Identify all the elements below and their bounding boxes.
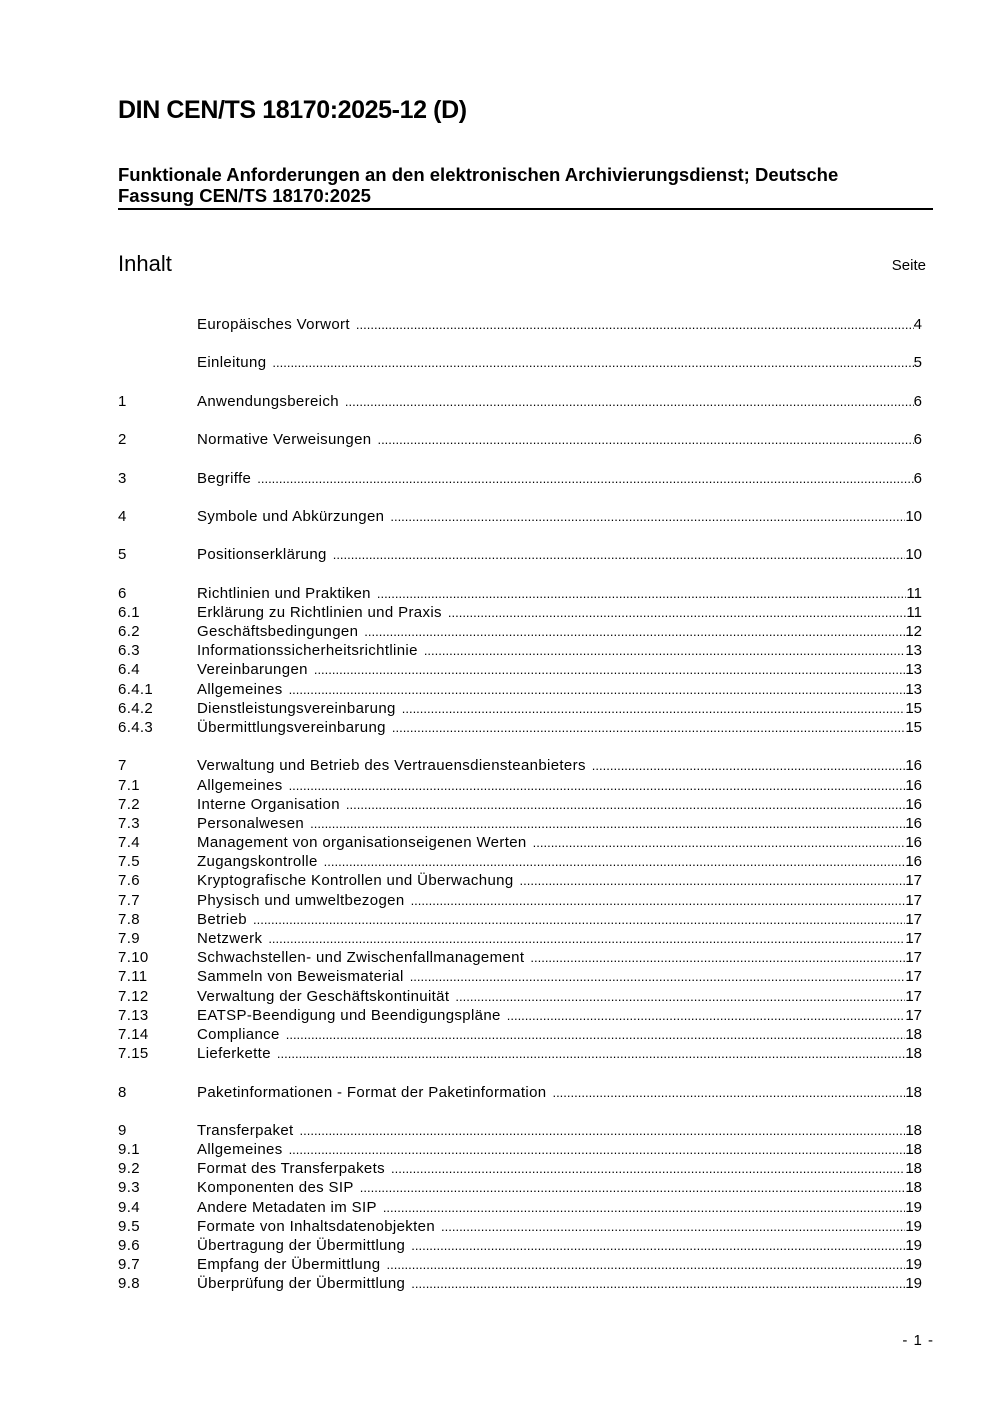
- toc-entry-page: 13: [905, 642, 922, 660]
- toc-entry-title: Personalwesen: [197, 814, 305, 832]
- toc-entry-page: 17: [905, 891, 922, 909]
- toc-leader-dots: [346, 795, 905, 814]
- toc-entry-page: 17: [905, 1006, 922, 1024]
- toc-entry-title: Empfang der Übermittlung: [197, 1256, 381, 1274]
- toc-entry-title: Sammeln von Beweismaterial: [197, 968, 404, 986]
- toc-entry[interactable]: [118, 430, 922, 449]
- toc-entry-title: Symbole und Abkürzungen: [197, 507, 385, 525]
- toc-leader-dots: [455, 987, 905, 1006]
- toc-entry-number: 7.2: [118, 795, 140, 813]
- toc-leader-dots: [356, 315, 914, 334]
- toc-entry[interactable]: [118, 1198, 922, 1217]
- toc-entry-number: 9.2: [118, 1160, 140, 1178]
- toc-entry-title: Interne Organisation: [197, 795, 340, 813]
- toc-entry[interactable]: [118, 1159, 922, 1178]
- toc-leader-dots: [268, 929, 905, 948]
- toc-leader-dots: [530, 948, 905, 967]
- toc-entry-number: 5: [118, 546, 127, 564]
- toc-entry[interactable]: [118, 1025, 922, 1044]
- toc-entry[interactable]: [118, 584, 922, 603]
- toc-entry-page: 13: [905, 680, 922, 698]
- toc-entry-number: 7.5: [118, 853, 140, 871]
- toc-entry-number: 2: [118, 431, 127, 449]
- toc-entry-page: 17: [905, 968, 922, 986]
- toc-entry-page: 13: [905, 661, 922, 679]
- toc-entry-number: 7: [118, 757, 127, 775]
- toc-entry-title: Zugangskontrolle: [197, 853, 318, 871]
- toc-leader-dots: [289, 776, 906, 795]
- toc-leader-dots: [592, 756, 906, 775]
- document-title: DIN CEN/TS 18170:2025-12 (D): [118, 96, 467, 124]
- toc-entry-page: 6: [913, 469, 922, 487]
- toc-entry-title: Normative Verweisungen: [197, 431, 372, 449]
- toc-entry-number: 1: [118, 392, 127, 410]
- toc-leader-dots: [289, 680, 906, 699]
- toc-entry-page: 17: [905, 949, 922, 967]
- toc-entry[interactable]: [118, 1274, 922, 1293]
- toc-leader-dots: [286, 1025, 906, 1044]
- toc-leader-dots: [441, 1217, 905, 1236]
- toc-entry[interactable]: [118, 833, 922, 852]
- toc-leader-dots: [411, 1274, 905, 1293]
- toc-entry-page: 18: [905, 1141, 922, 1159]
- toc-entry-page: 15: [905, 699, 922, 717]
- toc-entry-page: 16: [905, 853, 922, 871]
- toc-entry-number: 9: [118, 1121, 127, 1139]
- toc-entry-number: 4: [118, 507, 127, 525]
- toc-entry[interactable]: [118, 871, 922, 890]
- toc-entry-title: Betrieb: [197, 910, 247, 928]
- toc-leader-dots: [277, 1044, 905, 1063]
- toc-entry-page: 17: [905, 930, 922, 947]
- toc-entry[interactable]: [118, 603, 922, 622]
- toc-entry-title: Allgemeines: [197, 776, 283, 794]
- toc-entry-page: 5: [913, 354, 922, 372]
- toc-entry[interactable]: [118, 718, 922, 737]
- toc-entry-number: 9.7: [118, 1256, 140, 1274]
- toc-leader-dots: [402, 699, 906, 718]
- toc-leader-dots: [272, 353, 913, 372]
- toc-leader-dots: [364, 622, 905, 641]
- toc-leader-dots: [324, 852, 906, 871]
- toc-entry-number: 7.9: [118, 930, 140, 947]
- toc-entry[interactable]: [118, 660, 922, 679]
- toc-entry[interactable]: [118, 814, 922, 833]
- toc-entry[interactable]: [118, 680, 922, 699]
- toc-entry-page: 16: [905, 776, 922, 794]
- toc-entry[interactable]: [118, 1006, 922, 1025]
- toc-entry-title: Dienstleistungsvereinbarung: [197, 699, 396, 717]
- toc-entry-title: Begriffe: [197, 469, 252, 487]
- toc-leader-dots: [448, 603, 907, 622]
- toc-leader-dots: [333, 545, 906, 564]
- toc-entry-number: 7.13: [118, 1006, 149, 1024]
- toc-entry-title: Format des Transferpakets: [197, 1160, 385, 1178]
- toc-entry-page: 18: [905, 1179, 922, 1197]
- toc-entry-number: 7.11: [118, 968, 148, 986]
- toc-entry-number: 7.14: [118, 1025, 149, 1043]
- toc-entry[interactable]: [118, 353, 922, 372]
- toc-entry-title: Verwaltung der Geschäftskontinuität: [197, 987, 450, 1005]
- toc-entry-page: 18: [905, 1121, 922, 1139]
- toc-entry-title: Richtlinien und Praktiken: [197, 584, 371, 602]
- toc-entry-page: 19: [905, 1198, 922, 1216]
- toc-leader-dots: [383, 1198, 906, 1217]
- toc-entry-page: 10: [905, 507, 922, 525]
- toc-entry[interactable]: [118, 910, 922, 929]
- toc-leader-dots: [360, 1178, 906, 1197]
- toc-entry-page: 6: [913, 431, 922, 449]
- toc-entry-number: 7.15: [118, 1045, 149, 1063]
- toc-entry-number: 8: [118, 1083, 127, 1101]
- toc-entry[interactable]: [118, 1255, 922, 1274]
- toc-entry-number: 7.8: [118, 910, 140, 928]
- toc-entry[interactable]: [118, 948, 922, 967]
- toc-entry[interactable]: [118, 545, 922, 564]
- toc-entry[interactable]: [118, 469, 922, 488]
- toc-entry-page: 6: [913, 392, 922, 410]
- toc-entry-title: Management von organisationseigenen Werten: [197, 834, 527, 852]
- toc-leader-dots: [345, 392, 914, 411]
- toc-entry-number: 6.4.1: [118, 680, 154, 698]
- toc-entry-title: Überprüfung der Übermittlung: [197, 1275, 406, 1293]
- toc-entry-number: 9.4: [118, 1198, 140, 1216]
- toc-leader-dots: [390, 507, 905, 526]
- toc-leader-dots: [411, 891, 906, 910]
- toc-entry[interactable]: [118, 1083, 922, 1102]
- toc-entry-page: 11: [906, 584, 922, 602]
- toc-entry-page: 17: [905, 872, 922, 890]
- toc-leader-dots: [377, 430, 913, 449]
- toc-entry-title: Allgemeines: [197, 1141, 283, 1159]
- toc-entry-title: Physisch und umweltbezogen: [197, 891, 405, 909]
- toc-entry-number: 6.3: [118, 642, 140, 660]
- toc-entry-title: Europäisches Vorwort: [197, 316, 350, 333]
- toc-entry-number: 9.5: [118, 1217, 140, 1235]
- toc-entry-number: 3: [118, 469, 127, 487]
- toc-leader-dots: [387, 1255, 906, 1274]
- toc-entry[interactable]: [118, 315, 922, 334]
- toc-entry-page: 18: [905, 1025, 922, 1043]
- toc-entry-page: 16: [905, 814, 922, 832]
- toc-entry-page: 15: [905, 718, 922, 736]
- toc-leader-dots: [257, 469, 913, 488]
- toc-entry-title: Netzwerk: [197, 930, 263, 947]
- toc-entry-number: 9.1: [118, 1141, 140, 1159]
- toc-entry-page: 16: [905, 795, 922, 813]
- toc-entry-title: Geschäftsbedingungen: [197, 623, 359, 640]
- toc-entry-title: Komponenten des SIP: [197, 1179, 354, 1197]
- toc-entry-number: 7.1: [118, 776, 140, 794]
- toc-entry-title: Lieferkette: [197, 1045, 271, 1063]
- toc-leader-dots: [391, 1159, 905, 1178]
- toc-entry-number: 7.10: [118, 949, 149, 967]
- toc-entry[interactable]: [118, 622, 922, 641]
- toc-entry-title: EATSP-Beendigung und Beendigungspläne: [197, 1006, 501, 1024]
- toc-entry-number: 6.1: [118, 603, 140, 621]
- toc-entry-title: Compliance: [197, 1025, 280, 1043]
- toc-entry[interactable]: [118, 1121, 922, 1140]
- toc-entry-title: Erklärung zu Richtlinien und Praxis: [197, 603, 442, 621]
- toc-entry-number: 6.4: [118, 661, 140, 679]
- toc-leader-dots: [310, 814, 905, 833]
- toc-entry-number: 6.4.3: [118, 718, 154, 736]
- toc-entry-number: 7.6: [118, 872, 140, 890]
- document-subtitle: [118, 164, 933, 210]
- toc-entry-title: Allgemeines: [197, 680, 283, 698]
- toc-entry[interactable]: [118, 699, 922, 718]
- toc-entry-page: 4: [913, 316, 922, 333]
- toc-entry-page: 19: [905, 1275, 922, 1293]
- toc-entry-number: 9.3: [118, 1179, 140, 1197]
- toc-leader-dots: [300, 1121, 906, 1140]
- toc-entry-page: 17: [905, 910, 922, 928]
- toc-entry-number: 6.2: [118, 623, 140, 640]
- toc-entry-page: 11: [906, 603, 922, 621]
- toc-entry-number: 7.7: [118, 891, 140, 909]
- toc-entry-page: 19: [905, 1217, 922, 1235]
- toc-entry-page: 18: [905, 1083, 922, 1101]
- toc-entry-page: 12: [905, 623, 922, 640]
- toc-entry[interactable]: [118, 795, 922, 814]
- toc-leader-dots: [520, 871, 906, 890]
- toc-entry-title: Übertragung der Übermittlung: [197, 1237, 406, 1254]
- toc-entry-number: 7.4: [118, 834, 140, 852]
- toc-leader-dots: [410, 967, 906, 986]
- toc-entry[interactable]: [118, 852, 922, 871]
- table-of-contents: [118, 315, 922, 1294]
- toc-entry-title: Paketinformationen - Format der Paketinformation: [197, 1083, 547, 1101]
- toc-entry-title: Kryptografische Kontrollen und Überwachung: [197, 872, 514, 890]
- toc-entry[interactable]: [118, 967, 922, 986]
- toc-entry-title: Vereinbarungen: [197, 661, 308, 679]
- page-number: - 1 -: [902, 1332, 934, 1349]
- toc-leader-dots: [253, 910, 905, 929]
- toc-entry-page: 19: [905, 1237, 922, 1254]
- toc-entry[interactable]: [118, 929, 922, 948]
- toc-leader-dots: [314, 660, 905, 679]
- toc-leader-dots: [289, 1140, 906, 1159]
- toc-entry[interactable]: [118, 1044, 922, 1063]
- toc-entry-page: 16: [905, 834, 922, 852]
- toc-entry-title: Informationssicherheitsrichtlinie: [197, 642, 418, 660]
- toc-entry-title: Anwendungsbereich: [197, 392, 339, 410]
- toc-entry-title: Schwachstellen- und Zwischenfallmanagement: [197, 949, 525, 967]
- toc-entry[interactable]: [118, 756, 922, 775]
- subtitle-line-2: Fassung CEN/TS 18170:2025: [118, 185, 371, 206]
- toc-entry-number: 6.4.2: [118, 699, 154, 717]
- toc-entry-page: 10: [905, 546, 922, 564]
- toc-entry-number: 7.3: [118, 814, 140, 832]
- toc-leader-dots: [424, 641, 906, 660]
- toc-leader-dots: [533, 833, 906, 852]
- toc-entry-title: Formate von Inhaltsdatenobjekten: [197, 1217, 436, 1235]
- toc-leader-dots: [392, 718, 905, 737]
- toc-entry[interactable]: [118, 507, 922, 526]
- toc-entry[interactable]: [118, 1217, 922, 1236]
- toc-heading: Inhalt: [118, 251, 172, 276]
- toc-entry-title: Verwaltung und Betrieb des Vertrauensdiensteanbieters: [197, 757, 586, 775]
- toc-entry[interactable]: [118, 1140, 922, 1159]
- toc-entry-title: Positionserklärung: [197, 546, 327, 564]
- toc-entry[interactable]: [118, 1178, 922, 1197]
- toc-entry-page: 18: [905, 1045, 922, 1063]
- toc-entry[interactable]: [118, 987, 922, 1006]
- subtitle-line-1: Funktionale Anforderungen an den elektronischen Archivierungsdienst; Deutsche: [118, 164, 839, 185]
- toc-entry[interactable]: [118, 392, 922, 411]
- toc-entry[interactable]: [118, 1236, 922, 1255]
- page-column-label: Seite: [891, 257, 926, 274]
- toc-entry[interactable]: [118, 776, 922, 795]
- toc-entry-title: Einleitung: [197, 354, 267, 372]
- toc-entry-page: 17: [905, 987, 922, 1005]
- toc-leader-dots: [507, 1006, 906, 1025]
- toc-entry-title: Andere Metadaten im SIP: [197, 1198, 377, 1216]
- toc-leader-dots: [377, 584, 907, 603]
- toc-entry[interactable]: [118, 641, 922, 660]
- toc-leader-dots: [552, 1083, 905, 1102]
- toc-entry-number: 6: [118, 584, 127, 602]
- toc-entry-page: 16: [905, 757, 922, 775]
- toc-entry-page: 18: [905, 1160, 922, 1178]
- toc-entry-number: 9.6: [118, 1237, 140, 1254]
- toc-entry-page: 19: [905, 1256, 922, 1274]
- toc-entry-title: Transferpaket: [197, 1121, 294, 1139]
- toc-entry-title: Übermittlungsvereinbarung: [197, 718, 386, 736]
- toc-entry-number: 7.12: [118, 987, 149, 1005]
- toc-entry[interactable]: [118, 891, 922, 910]
- toc-leader-dots: [411, 1236, 905, 1255]
- toc-entry-number: 9.8: [118, 1275, 140, 1293]
